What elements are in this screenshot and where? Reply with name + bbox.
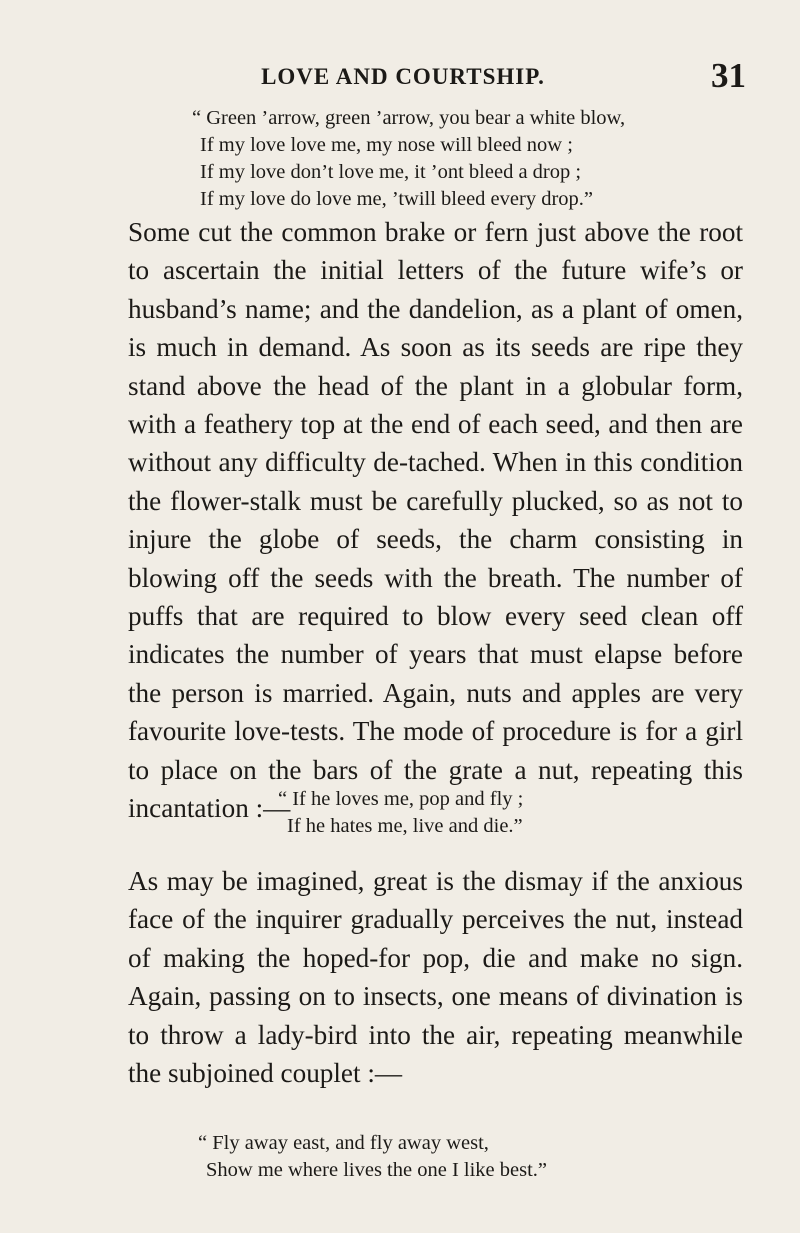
verse-nut-incantation [0,786,800,840]
verse-green-arrow [0,105,800,213]
verse-line: “ Fly away east, and fly away west, [198,1132,489,1154]
verse-line: Show me where lives the one I like best.” [206,1159,548,1181]
verse-lady-bird-couplet [0,1130,800,1184]
verse-line: If my love do love me, ’twill bleed every drop.” [200,188,593,210]
verse-line: If he hates me, live and die.” [287,815,523,837]
verse-line: “ Green ’arrow, green ’arrow, you bear a white blow, [192,107,626,129]
page-number: 31 [711,56,746,95]
verse-line: If my love love me, my nose will bleed now ; [200,134,573,156]
verse-line: If my love don’t love me, it ’ont bleed a drop ; [200,161,582,183]
body-paragraph-lady-bird: As may be imagined, great is the dismay if the anxious face of the inquirer gradually perceives the nut, instead of making the hoped-for pop, die and make no sign. Again, passing on to insects, one means of divination is to throw a lady-bird into the air, repeating meanwhile the subjoined couplet :— [128,866,743,1089]
running-head: LOVE AND COURTSHIP. [261,64,545,89]
body-paragraph-divination: Some cut the common brake or fern just above the root to ascertain the initial letters of the future wife’s or husband’s name; and the dandelion, as a plant of omen, is much in demand. As soon as its seeds are ripe they stand above the head of the plant in a globular form, with a feathery top at the end of each seed, and then are without any difficulty de-tached. When in this condition the flower-stalk must be carefully plucked, so as not to injure the globe of seeds, the charm consisting in blowing off the seeds with the breath. The number of puffs that are required to blow every seed clean off indicates the number of years that must elapse before the person is married. Again, nuts and apples are very favourite love-tests. The mode of procedure is for a girl to place on the bars of the grate a nut, repeating this incantation :— [128,217,743,824]
page-header [60,58,746,98]
verse-line: “ If he loves me, pop and fly ; [278,788,524,810]
